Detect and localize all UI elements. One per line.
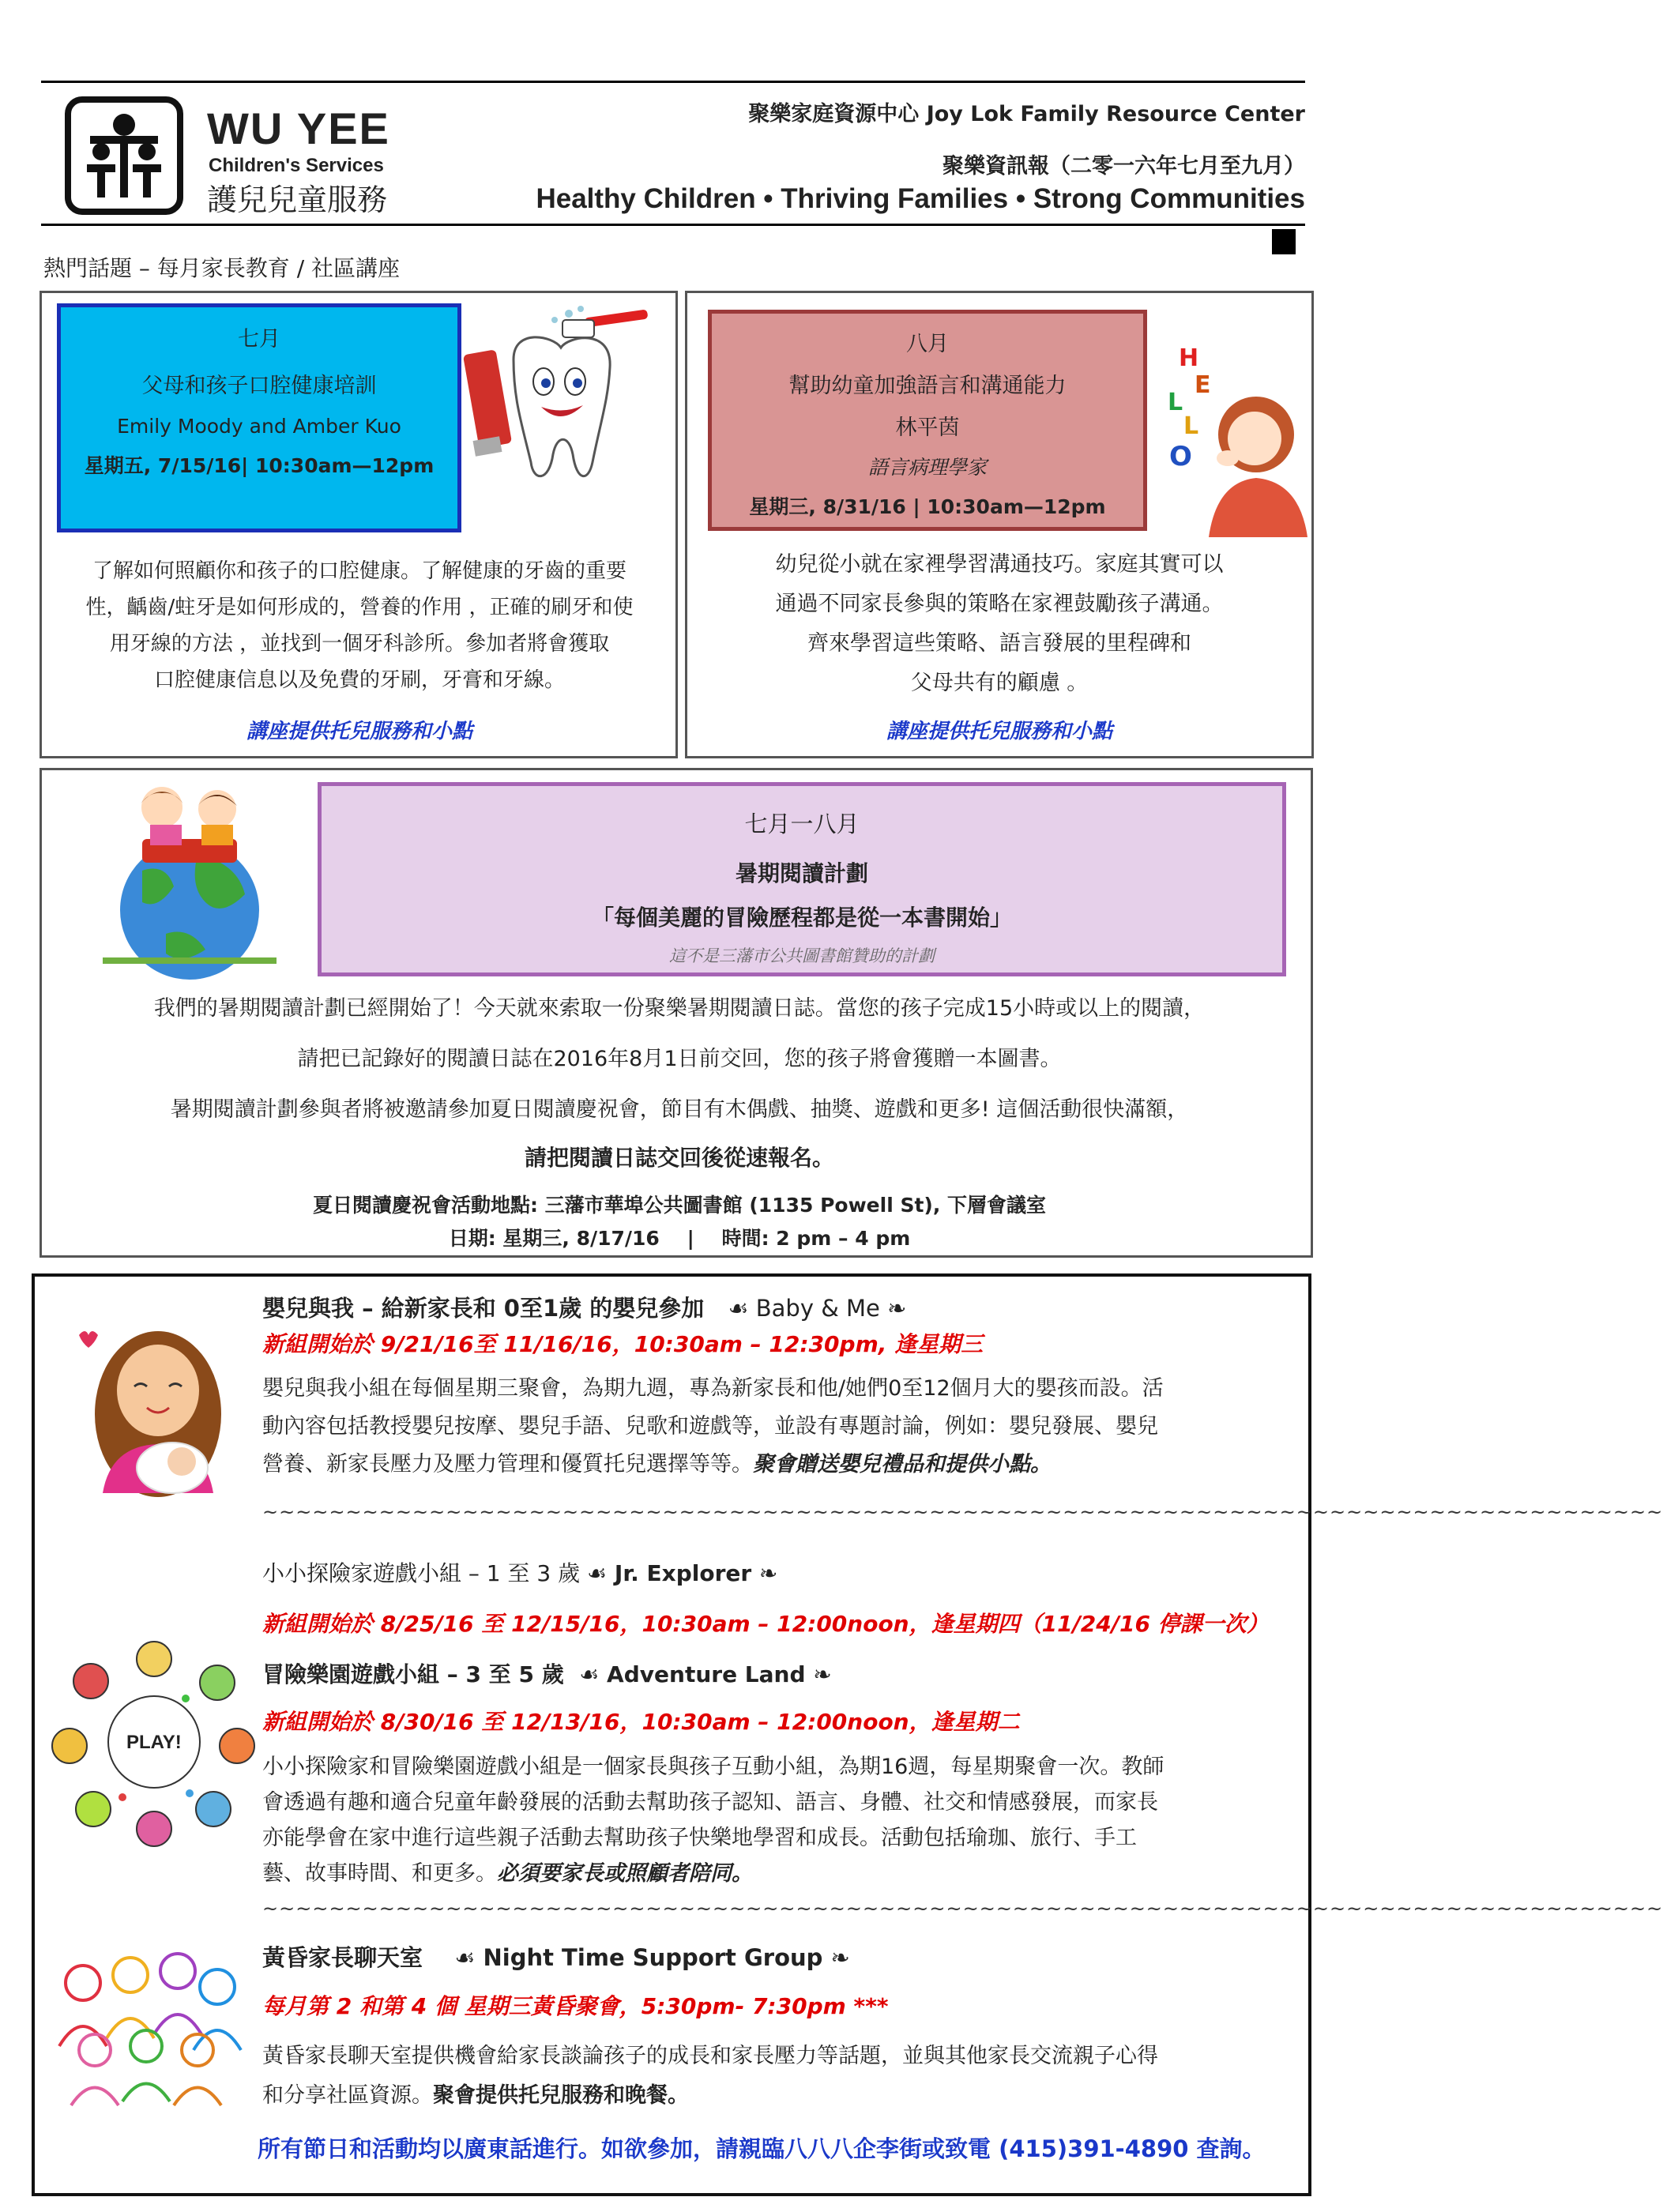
august-desc-line: 通過不同家長參與的策略在家裡鼓勵孩子溝通。 [775,592,1224,616]
baby-title [262,1291,906,1323]
night-desc-emphasis: 聚會提供托兒服務和晚餐。 [433,2083,689,2108]
august-desc-line: 父母共有的顧慮 。 [910,671,1089,695]
reading-datetime: 日期: 星期三, 8/17/16 | 時間: 2 pm – 4 pm [448,1227,911,1250]
reading-info-box [318,782,1286,976]
baby-schedule: 新組開始於 9/21/16至 11/16/16，10:30am – 12:30pm, 逢星期三 [262,1331,984,1357]
tooth-cartoon-icon [466,304,656,510]
reading-paragraph-4: 請把閱讀日誌交回後從速報名。 [524,1145,834,1171]
reading-months: 七月一八月 [744,811,860,837]
header-top-rule [41,81,1305,83]
reading-paragraph-2: 請把已記錄好的閱讀日誌在2016年8月1日前交回，您的孩子將會獲贈一本圖書。 [297,1047,1062,1071]
night-desc-text: 和分享社區資源。 [262,2083,433,2108]
logo-subtitle: Children's Services [209,155,384,176]
reading-disclaimer: 這不是三藩市公共圖書館贊助的計劃 [669,946,935,965]
hello-letter: L [1168,389,1183,416]
family-logo-icon [71,103,177,209]
night-description [262,2037,1289,2116]
august-role: 語言病理學家 [867,456,987,479]
explorer-title-cn: 小小探險家遊戲小組 – 1 至 3 歲 [262,1560,588,1586]
baby-desc-line: 嬰兒與我小組在每個星期三聚會，為期九週，專為新家長和他/她們0至12個月大的嬰孩而設。活 [262,1376,1164,1401]
july-info-box [57,303,461,532]
august-description [687,545,1311,703]
adventure-title-en: ☙ Adventure Land ❧ [579,1661,832,1687]
baby-desc-emphasis: 聚會贈送嬰兒禮品和提供小點。 [753,1452,1052,1477]
adventure-title-cn: 冒險樂園遊戲小組 – 3 至 5 歲 [262,1661,580,1687]
reading-paragraph-1: 我們的暑期閱讀計劃已經開始了！今天就來索取一份聚樂暑期閱讀日誌。當您的孩子完成15小時或以上的閱讀， [153,996,1206,1021]
explorer-title [262,1556,777,1588]
july-title: 父母和孩子口腔健康培訓 [141,374,377,398]
reading-title: 暑期閱讀計劃 [735,860,868,886]
night-title-en: ☙ Night Time Support Group ❧ [454,1944,850,1971]
footer-contact: 所有節日和活動均以廣東話進行。如欲參加，請親臨八八八企李街或致電 (415)391-4890 查詢。 [258,2135,1266,2162]
july-desc-line: 用牙線的方法 ，並找到一個牙科診所。參加者將會獲取 [109,632,610,656]
baby-desc-text: 營養、新家長壓力及壓力管理和優質托兒選擇等等。 [262,1452,753,1477]
hello-girl-illustration [1161,344,1311,537]
august-title: 幫助幼童加強語言和溝通能力 [788,374,1067,398]
reading-paragraph-3: 暑期閱讀計劃參與者將被邀請參加夏日閱讀慶祝會，節目有木偶戲、抽獎、遊戲和更多! 這個活動很快滿額， [170,1097,1189,1122]
logo-mark [65,96,183,215]
august-desc-line: 幼兒從小就在家裡學習溝通技巧。家庭其實可以 [775,552,1224,577]
adventure-desc-line [262,1856,1289,1891]
reading-venue: 夏日閱讀慶祝會活動地點: 三藩市華埠公共圖書館 (1135 Powell St), 下層會議室 [312,1194,1047,1217]
july-desc-line: 性，齲齒/蛀牙是如何形成的，營養的作用 ，正確的刷牙和使 [85,596,634,619]
july-description [47,553,672,698]
adventure-schedule: 新組開始於 8/30/16 至 12/13/16，10:30am – 12:00noon，逢星期二 [262,1709,1020,1735]
adventure-desc-emphasis: 必須要家長或照顧者陪同。 [497,1861,753,1886]
header-bottom-rule [41,224,1305,226]
newsletter-title: 聚樂資訊報（二零一六年七月至九月） [942,154,1305,179]
logo-title: WU YEE [207,103,390,153]
august-info-box [708,310,1147,531]
hello-letter: O [1169,441,1192,472]
baby-title-cn: 嬰兒與我 – 給新家長和 0至1歲 的嬰兒參加 [262,1295,728,1322]
divider-1: ~~~~~~~~~~~~~~~~~~~~~~~~~~~~~~~~~~~~~~~~~~~~~~~~~~~~~~~~~~~~~~~~~~~~~~~~~~~~~~~~~~~~ [262,1501,1663,1523]
hello-letter: L [1183,412,1199,440]
august-speaker: 林平茵 [895,416,960,440]
july-speakers: Emily Moody and Amber Kuo [117,415,401,438]
tagline: Healthy Children • Thriving Families • Strong Communities [536,183,1305,214]
night-title-cn: 黃昏家長聊天室 [262,1944,455,1971]
august-when: 星期三, 8/31/16 | 10:30am—12pm [749,495,1106,518]
hello-letter: E [1195,371,1211,399]
adventure-desc-text: 藝、故事時間、和更多。 [262,1861,497,1886]
black-square [1272,229,1296,254]
adventure-description [262,1749,1289,1891]
night-title [262,1940,850,1973]
reading-slogan: 「每個美麗的冒險歷程都是從一本書開始」 [591,905,1012,931]
explorer-title-en: ☙ Jr. Explorer ❧ [587,1560,778,1586]
august-note: 講座提供托兒服務和小點 [886,720,1112,743]
adventure-desc-line: 小小探險家和冒險樂園遊戲小組是一個家長與孩子互動小組，為期16週，每星期聚會一次。教師 [262,1755,1164,1779]
august-desc-line: 齊來學習這些策略、語言發展的里程碑和 [807,631,1191,656]
august-month: 八月 [906,332,949,356]
july-desc-line: 口腔健康信息以及免費的牙刷，牙膏和牙線。 [153,668,565,692]
explorer-schedule: 新組開始於 8/25/16 至 12/15/16，10:30am – 12:00noon，逢星期四（11/24/16 停課一次） [262,1611,1269,1637]
july-desc-line: 了解如何照顧你和孩子的口腔健康。了解健康的牙齒的重要 [92,559,626,583]
july-month: 七月 [238,327,280,352]
night-schedule: 每月第 2 和第 4 個 星期三黃昏聚會，5:30pm- 7:30pm *** [262,1993,889,2019]
center-name: 聚樂家庭資源中心 Joy Lok Family Resource Center [748,102,1305,126]
hello-letter: H [1179,344,1199,372]
mother-baby-icon [71,1311,229,1501]
baby-description [262,1370,1289,1484]
adventure-title [262,1657,832,1689]
play-label: PLAY! [126,1732,182,1753]
logo-chinese: 護兒兒童服務 [207,182,388,217]
night-desc-line: 黃昏家長聊天室提供機會給家長談論孩子的成長和家長壓力等話題，並與其他家長交流親子心得 [262,2044,1158,2068]
kids-reading-globe-icon [71,776,308,981]
baby-desc-line [262,1446,1289,1484]
divider-2: ~~~~~~~~~~~~~~~~~~~~~~~~~~~~~~~~~~~~~~~~~~~~~~~~~~~~~~~~~~~~~~~~~~~~~~~~~~~~~~~~~~~~ [262,1898,1663,1920]
parents-group-icon [47,1943,245,2109]
july-when: 星期五, 7/15/16| 10:30am—12pm [84,454,435,477]
adventure-desc-line: 亦能學會在家中進行這些親子活動去幫助孩子快樂地學習和成長。活動包括瑜珈、旅行、手工 [262,1826,1137,1850]
baby-title-en: ☙ Baby & Me ❧ [728,1295,907,1322]
adventure-desc-line: 會透過有趣和適合兒童年齡發展的活動去幫助孩子認知、語言、身體、社交和情感發展，而家長 [262,1790,1158,1815]
night-desc-line [262,2076,1289,2116]
hot-topic-heading: 熱門話題 – 每月家長教育 / 社區講座 [43,255,401,281]
july-note: 講座提供托兒服務和小點 [246,720,472,743]
baby-desc-line: 動內容包括教授嬰兒按摩、嬰兒手語、兒歌和遊戲等，並設有專題討論，例如：嬰兒發展、嬰兒 [262,1414,1158,1439]
